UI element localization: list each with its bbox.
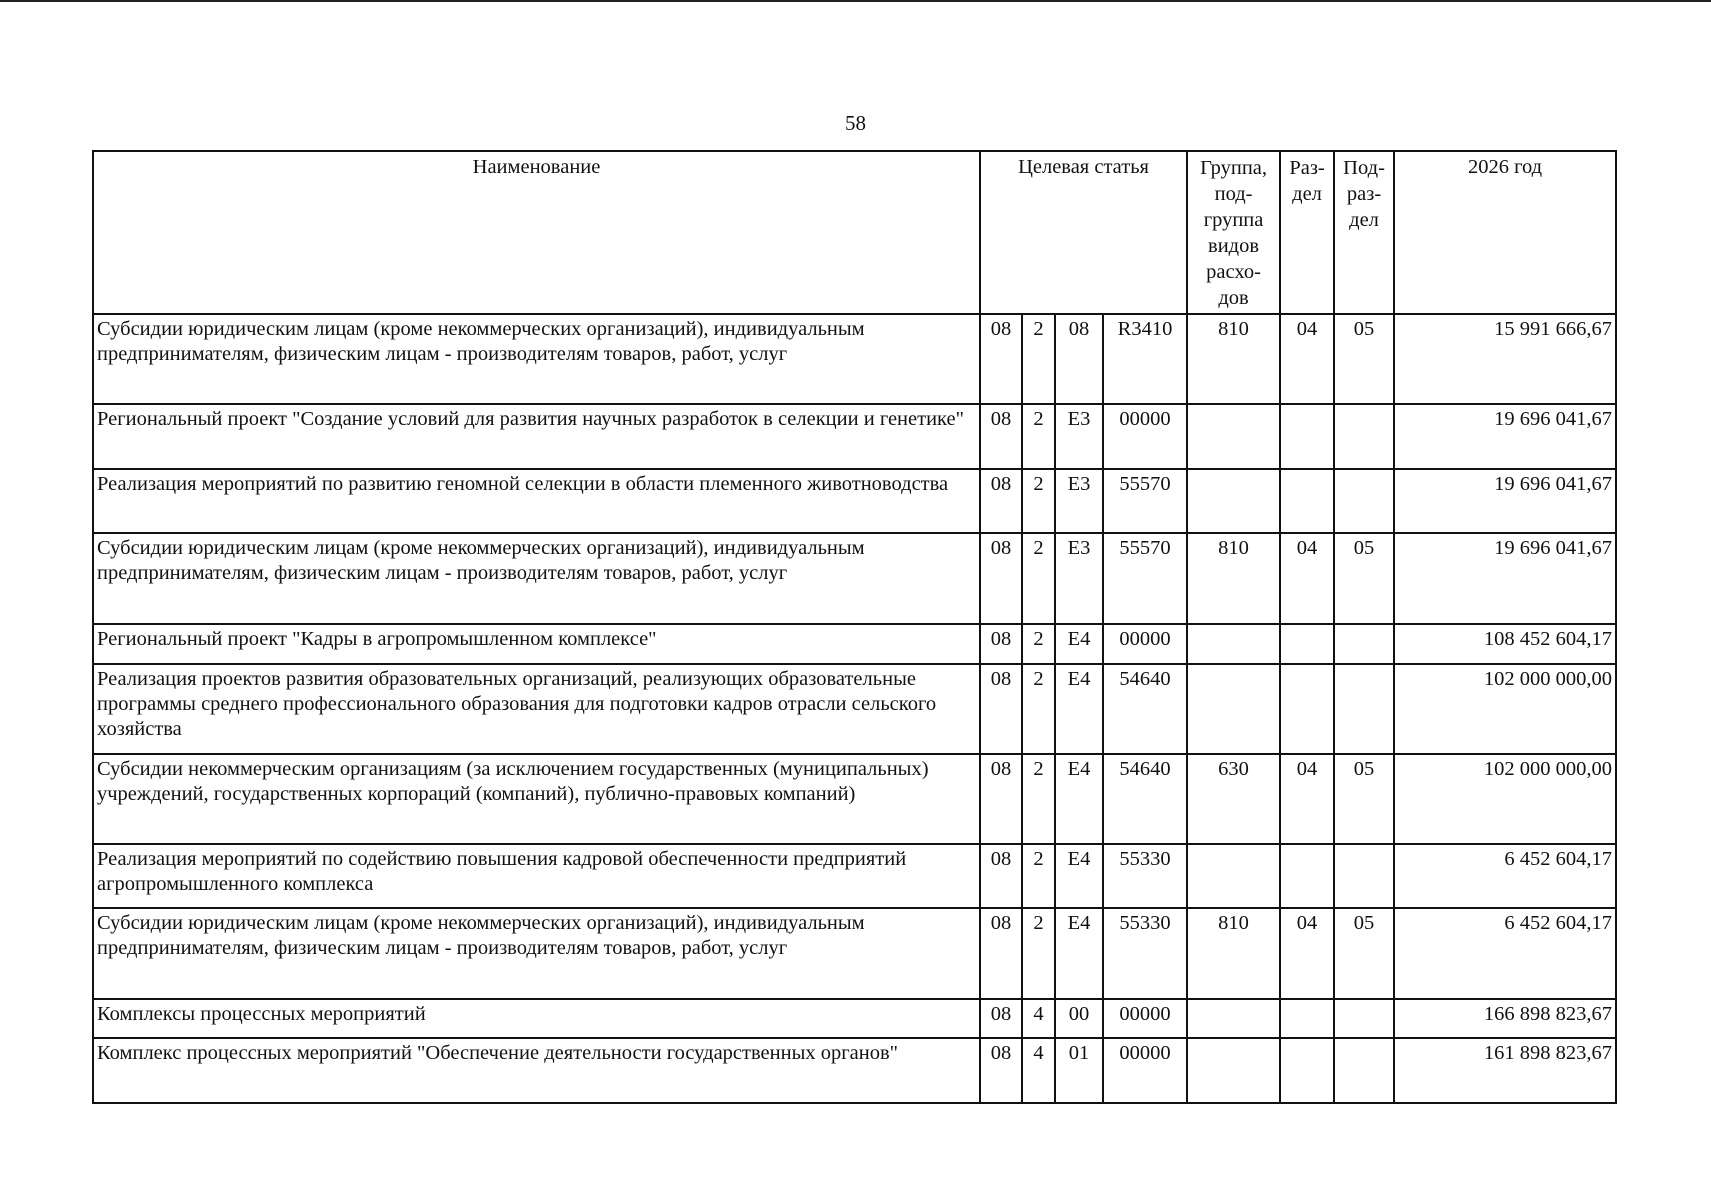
target-code-program: 08 [980,754,1022,844]
target-code-direction: R3410 [1103,314,1187,404]
row-name: Субсидии юридическим лицам (кроме некоммерческих организаций), индивидуальным предпринимателям, физическим лицам - производителям товаров, работ, услуг [93,908,980,999]
expense-group-code [1187,469,1280,533]
subsection-code [1334,844,1394,908]
subsection-code: 05 [1334,754,1394,844]
row-name: Реализация мероприятий по развитию геномной селекции в области племенного животноводства [93,469,980,533]
target-code-direction: 00000 [1103,404,1187,469]
header-expense-group: Группа, под- группа видов расхо- дов [1187,151,1280,314]
target-code-program: 08 [980,624,1022,664]
target-code-program: 08 [980,1038,1022,1103]
header-name: Наименование [93,151,980,314]
amount-2026: 108 452 604,17 [1394,624,1616,664]
target-code-event: Е3 [1055,533,1103,624]
table-row [93,469,1616,533]
section-code [1280,624,1334,664]
subsection-code [1334,404,1394,469]
subsection-code [1334,999,1394,1038]
amount-2026: 19 696 041,67 [1394,533,1616,624]
target-code-subprogram: 4 [1022,1038,1055,1103]
expense-group-code [1187,624,1280,664]
expense-group-code: 810 [1187,314,1280,404]
target-code-direction: 55330 [1103,908,1187,999]
target-code-direction: 00000 [1103,999,1187,1038]
target-code-program: 08 [980,404,1022,469]
header-target-article: Целевая статья [980,151,1187,314]
table-row [93,754,1616,844]
target-code-event: Е4 [1055,754,1103,844]
target-code-subprogram: 4 [1022,999,1055,1038]
amount-2026: 161 898 823,67 [1394,1038,1616,1103]
scan-top-edge [0,0,1711,2]
target-code-subprogram: 2 [1022,664,1055,754]
target-code-direction: 00000 [1103,624,1187,664]
subsection-code: 05 [1334,314,1394,404]
target-code-event: 00 [1055,999,1103,1038]
subsection-code [1334,1038,1394,1103]
target-code-event: Е3 [1055,404,1103,469]
table-row [93,999,1616,1038]
target-code-direction: 55330 [1103,844,1187,908]
row-name: Комплексы процессных мероприятий [93,999,980,1038]
section-code [1280,469,1334,533]
expense-group-code [1187,999,1280,1038]
target-code-subprogram: 2 [1022,314,1055,404]
header-subsection: Под- раз- дел [1334,151,1394,314]
target-code-event: Е3 [1055,469,1103,533]
row-name: Региональный проект "Кадры в агропромышленном комплексе" [93,624,980,664]
amount-2026: 6 452 604,17 [1394,908,1616,999]
target-code-subprogram: 2 [1022,754,1055,844]
target-code-subprogram: 2 [1022,469,1055,533]
amount-2026: 102 000 000,00 [1394,664,1616,754]
target-code-event: Е4 [1055,624,1103,664]
table-row [93,844,1616,908]
table-row [93,533,1616,624]
target-code-program: 08 [980,664,1022,754]
target-code-subprogram: 2 [1022,624,1055,664]
amount-2026: 15 991 666,67 [1394,314,1616,404]
amount-2026: 6 452 604,17 [1394,844,1616,908]
target-code-program: 08 [980,844,1022,908]
row-name: Реализация мероприятий по содействию повышения кадровой обеспеченности предприятий агропромышленного комплекса [93,844,980,908]
expense-group-code [1187,404,1280,469]
row-name: Региональный проект "Создание условий для развития научных разработок в селекции и генетике" [93,404,980,469]
amount-2026: 19 696 041,67 [1394,404,1616,469]
target-code-event: Е4 [1055,844,1103,908]
section-code [1280,844,1334,908]
expense-group-code [1187,664,1280,754]
target-code-direction: 54640 [1103,754,1187,844]
target-code-direction: 54640 [1103,664,1187,754]
target-code-program: 08 [980,908,1022,999]
target-code-subprogram: 2 [1022,844,1055,908]
target-code-subprogram: 2 [1022,404,1055,469]
subsection-code [1334,624,1394,664]
section-code: 04 [1280,314,1334,404]
expense-group-code: 810 [1187,908,1280,999]
amount-2026: 19 696 041,67 [1394,469,1616,533]
amount-2026: 102 000 000,00 [1394,754,1616,844]
table-row [93,314,1616,404]
expense-group-code [1187,1038,1280,1103]
section-code [1280,1038,1334,1103]
target-code-program: 08 [980,469,1022,533]
target-code-program: 08 [980,999,1022,1038]
header-section: Раз- дел [1280,151,1334,314]
subsection-code [1334,664,1394,754]
subsection-code: 05 [1334,908,1394,999]
table-row [93,1038,1616,1103]
subsection-code: 05 [1334,533,1394,624]
header-row [93,151,1616,314]
target-code-event: 01 [1055,1038,1103,1103]
section-code: 04 [1280,908,1334,999]
page-number: 58 [845,111,866,135]
target-code-direction: 00000 [1103,1038,1187,1103]
row-name: Комплекс процессных мероприятий "Обеспечение деятельности государственных органов" [93,1038,980,1103]
section-code [1280,404,1334,469]
target-code-direction: 55570 [1103,469,1187,533]
budget-table [92,150,1617,1104]
expense-group-code: 810 [1187,533,1280,624]
amount-2026: 166 898 823,67 [1394,999,1616,1038]
section-code [1280,999,1334,1038]
table-row [93,624,1616,664]
expense-group-code [1187,844,1280,908]
table-row [93,664,1616,754]
target-code-program: 08 [980,314,1022,404]
header-year: 2026 год [1394,151,1616,314]
row-name: Субсидии юридическим лицам (кроме некоммерческих организаций), индивидуальным предпринимателям, физическим лицам - производителям товаров, работ, услуг [93,533,980,624]
row-name: Субсидии некоммерческим организациям (за исключением государственных (муниципальных) учреждений, государственных корпораций (компаний), публично-правовых компаний) [93,754,980,844]
section-code: 04 [1280,533,1334,624]
section-code: 04 [1280,754,1334,844]
section-code [1280,664,1334,754]
target-code-subprogram: 2 [1022,533,1055,624]
table-row [93,908,1616,999]
row-name: Реализация проектов развития образовательных организаций, реализующих образовательные программы среднего профессионального образования для подготовки кадров отрасли сельского хозяйства [93,664,980,754]
target-code-event: Е4 [1055,664,1103,754]
subsection-code [1334,469,1394,533]
table-body [93,314,1616,1103]
table-row [93,404,1616,469]
target-code-subprogram: 2 [1022,908,1055,999]
target-code-event: 08 [1055,314,1103,404]
target-code-direction: 55570 [1103,533,1187,624]
row-name: Субсидии юридическим лицам (кроме некоммерческих организаций), индивидуальным предпринимателям, физическим лицам - производителям товаров, работ, услуг [93,314,980,404]
target-code-program: 08 [980,533,1022,624]
target-code-event: Е4 [1055,908,1103,999]
expense-group-code: 630 [1187,754,1280,844]
